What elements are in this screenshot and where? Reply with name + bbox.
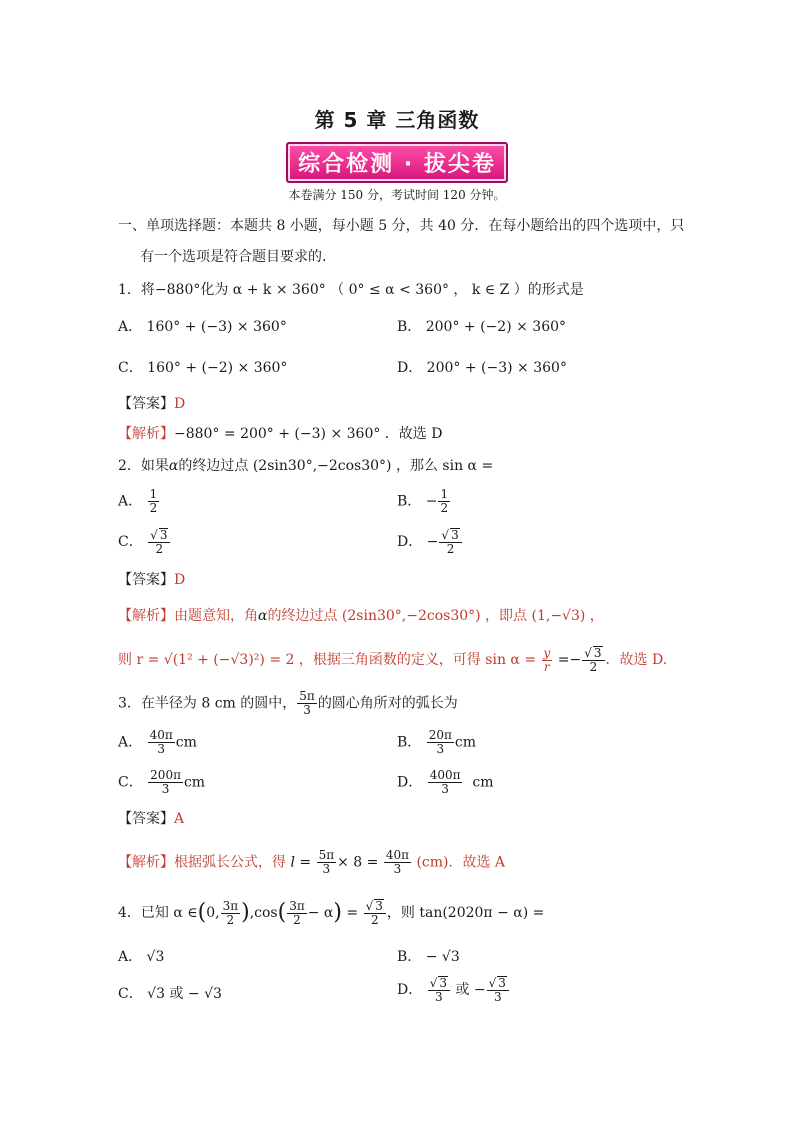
- exam-info: 本卷满分 150 分，考试时间 120 分钟。: [288, 188, 506, 202]
- option-label: C．: [118, 774, 143, 791]
- q4-option-b: B． − √3: [397, 949, 460, 965]
- q4-option-a: A． √3: [118, 949, 165, 965]
- q2-option-c: [118, 528, 171, 556]
- q2-analysis-line1: [118, 607, 604, 625]
- fraction: $\frac{400\pi}{3}$: [429, 768, 461, 796]
- q4-stem-a: 4．已知 α ∈: [118, 905, 198, 921]
- q2-option-d: D． − $\frac{√ 3}{2}$: [397, 528, 463, 556]
- chapter-title: 第 5 章 三角函数: [314, 108, 480, 132]
- q1-option-a: A． 160° + (−3) × 360°: [118, 319, 287, 335]
- q3-answer: [118, 810, 184, 828]
- answer-value: D: [174, 572, 186, 588]
- q1-option-c: C． 160° + (−2) × 360°: [118, 360, 288, 376]
- analysis-text-c2: ．故选 D.: [605, 652, 668, 668]
- alpha-symbol: α: [258, 608, 268, 624]
- option-label: A．: [118, 493, 143, 510]
- option-or: 或 −: [455, 982, 486, 998]
- option-label: C．: [118, 534, 143, 550]
- exam-type-badge: 综合检测 · 拔尖卷: [286, 142, 508, 183]
- q1-analysis: [118, 425, 442, 443]
- unit: cm: [183, 774, 206, 791]
- analysis-tag: 【解析】: [118, 854, 174, 871]
- fraction: $\frac{40\pi}{3}$: [149, 728, 173, 756]
- section-heading-line2: 有一个选项是符合题目要求的.: [140, 249, 327, 265]
- analysis-text-a: 根据弧长公式，得: [174, 854, 286, 871]
- q2-stem: [118, 457, 493, 475]
- analysis-text: −880° = 200° + (−3) × 360° ．故选 D: [174, 426, 443, 442]
- q3-option-c: [118, 769, 205, 796]
- answer-tag: 【答案】: [118, 572, 174, 588]
- option-label: D．: [397, 982, 423, 998]
- q2-analysis-line2: 则 r = √(1² + (−√3)²) = 2 ，根据三角函数的定义，可得 sin α = $\frac{y}{r}$ =− $\frac{√ 3}{2}$ ．故选 D.: [118, 645, 668, 674]
- q4-option-c: C． √3 或 − √3: [118, 986, 222, 1002]
- q4-option-d: [397, 976, 510, 1004]
- q1-option-b: B． 200° + (−2) × 360°: [397, 319, 567, 335]
- fraction: $\frac{200\pi}{3}$: [150, 768, 181, 796]
- section-heading-line1: 一、单项选择题：本题共 8 小题，每小题 5 分，共 40 分．在每小题给出的四个选项中，只: [118, 218, 685, 234]
- option-label: B．: [397, 734, 422, 751]
- alpha-symbol: α: [168, 458, 179, 474]
- fraction: $\frac{5\pi}{3}$: [318, 848, 335, 876]
- option-label: A．: [118, 734, 143, 751]
- q3-stem: [118, 690, 458, 717]
- answer-value: A: [174, 811, 185, 827]
- fraction: $\frac{1}{2}$: [440, 487, 449, 515]
- fraction: $\frac{5\pi}{3}$: [299, 689, 315, 717]
- fraction: $\frac{3\pi}{2}$: [222, 898, 239, 927]
- q1-stem: 1．将−880°化为 α + k × 360° （ 0° ≤ α < 360° ， k ∈ Z ）的形式是: [118, 282, 584, 298]
- q1-option-d: D． 200° + (−3) × 360°: [397, 360, 567, 376]
- analysis-text-a: 由题意知，角: [174, 608, 258, 624]
- q4-stem: 4．已知 α ∈(0, $\frac{3\pi}{2}$ ),cos( $\frac{3\pi}{2}$ − α) = $\frac{√ 3}{2}$ ，则 tan(2020π − α) =: [118, 898, 545, 927]
- q2-option-b: B． − $\frac{1}{2}$: [397, 487, 449, 515]
- q2-stem-b: 的终边过点 (2sin30°,−2cos30°) ，那么 sin α =: [178, 458, 494, 474]
- fraction: $\frac{√ 3}{3}$: [428, 976, 450, 1004]
- q2-stem-a: 2．如果: [118, 458, 169, 474]
- fraction: $\frac{3\pi}{2}$: [289, 898, 305, 927]
- fraction: $\frac{1}{2}$: [149, 487, 158, 515]
- q4-stem-b: ，则 tan(2020π − α) =: [386, 905, 545, 921]
- answer-tag: 【答案】: [118, 396, 174, 412]
- unit: cm: [454, 734, 477, 751]
- fraction: $\frac{y}{r}$: [543, 645, 551, 674]
- analysis-tag: 【解析】: [118, 608, 174, 624]
- analysis-text-c1: 则 r = √(1² + (−√3)²) = 2 ，根据三角函数的定义，可得 sin α =: [118, 652, 537, 668]
- q3-option-b: [397, 729, 476, 756]
- unit: cm: [472, 774, 494, 791]
- fraction: $\frac{√ 3}{2}$: [439, 528, 461, 556]
- fraction: $\frac{√ 3}{2}$: [364, 899, 386, 927]
- analysis-text-b: (cm)．故选 A: [416, 854, 506, 871]
- fraction: $\frac{20\pi}{3}$: [428, 728, 452, 756]
- analysis-tag: 【解析】: [118, 426, 174, 442]
- fraction: $\frac{40\pi}{3}$: [385, 848, 409, 876]
- q3-stem-a: 3．在半径为 8 cm 的圆中，: [118, 695, 297, 712]
- answer-value: D: [174, 396, 186, 412]
- q3-analysis: 【解析】根据弧长公式，得 l = $\frac{5\pi}{3}$ × 8 = $\frac{40\pi}{3}$ (cm)．故选 A: [118, 848, 506, 876]
- q3-option-a: [118, 729, 197, 756]
- q2-option-a: [118, 488, 160, 515]
- unit: cm: [175, 734, 197, 751]
- analysis-text-b: 的终边过点 (2sin30°,−2cos30°) ，即点 (1,−√3) ，: [267, 608, 604, 624]
- option-label: D．: [397, 774, 423, 791]
- answer-tag: 【答案】: [118, 811, 174, 827]
- q3-option-d: [397, 769, 494, 796]
- q1-answer: [118, 395, 185, 413]
- option-label: D．: [397, 534, 423, 550]
- badge-row: [0, 142, 794, 183]
- q3-stem-b: 的圆心角所对的弧长为: [317, 695, 458, 712]
- q2-answer: [118, 571, 185, 589]
- fraction: $\frac{√ 3}{2}$: [582, 646, 604, 674]
- fraction: $\frac{√ 3}{3}$: [487, 976, 509, 1004]
- fraction: $\frac{√ 3}{2}$: [148, 528, 170, 556]
- option-label: B．: [397, 493, 422, 510]
